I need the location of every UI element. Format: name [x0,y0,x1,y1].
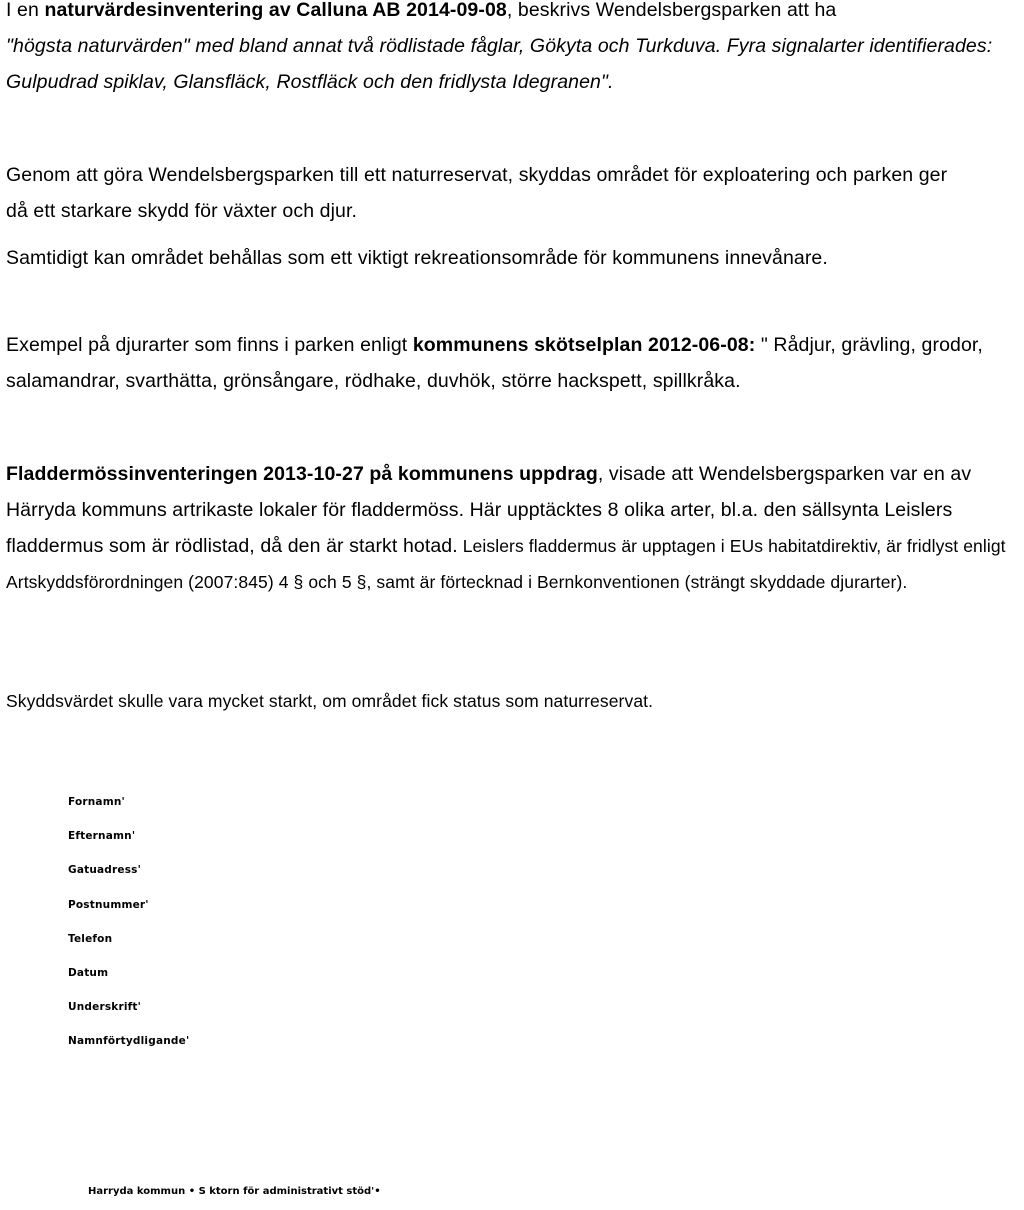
form-label-firstname: Fornamn' [68,796,125,808]
form-label-name-clarification: Namnförtydligande' [68,1035,190,1048]
paragraph-protection: Skyddsvärdet skulle vara mycket starkt, om området fick status som naturreservat. [6,691,654,711]
form-label-date: Datum [68,966,109,979]
paragraph-bats [6,456,1006,600]
text: , beskrivs Wendelsbergsparken att ha [506,0,837,21]
bold-text: naturvärdesinventering av Calluna AB 2014-09-08 [44,0,507,21]
page-footer: Harryda kommun • S ktorn för administrativt stöd'• [88,1186,381,1197]
text: Exempel på djurarter som finns i parken enligt [6,334,413,356]
text: I en [6,0,45,21]
form-label-postcode: Postnummer' [68,898,149,911]
italic-quote: "högsta naturvärden" med bland annat två rödlistade fåglar, Gökyta och Turkduva. Fyra signalarter identifierades: Gulpudrad spiklav, Glansfläck, Rostfläck och den fridlysta Idegranen". [6,35,993,93]
bold-text: kommunens skötselplan 2012-06-08: [412,334,756,356]
text: , visade att Wendelsbergsparken var en av Härryda kommuns artrikaste lokaler för fladdermöss. Här upptäcktes 8 olika arter, bl.a. den sällsynta Leislers fladdermus som är rödlistad, då den är starkt hotad. [6,463,972,557]
bold-text: Fladdermössinventeringen 2013-10-27 på kommunens uppdrag [6,463,598,485]
form-label-lastname: Efternamn' [68,830,136,843]
paragraph-animals [6,327,996,399]
form-label-phone: Telefon [68,932,113,945]
paragraph-inventory [6,0,1016,100]
form-label-address: Gatuadress' [68,864,142,877]
paragraph-reserve: Genom att göra Wendelsbergsparken till ett naturreservat, skyddas området för exploatering och parken ger då ett starkare skydd för växter och djur. [6,164,948,222]
form-label-signature: Underskrift' [68,1001,142,1014]
signature-form [68,792,189,1066]
paragraph-recreation: Samtidigt kan området behållas som ett viktigt rekreationsområde för kommunens innevånare. [6,247,828,269]
text: " Rådjur, grävling, grodor, salamandrar, svarthätta, grönsångare, rödhake, duvhök, större hackspett, spillkråka. [6,334,983,392]
small-text: Leislers fladdermus är upptagen i EUs habitatdirektiv, är fridlyst enligt Artskyddsförordningen (2007:845) 4 § och 5 §, samt är förtecknad i Bernkonventionen (strängt skyddade djurarter). [6,536,1006,592]
